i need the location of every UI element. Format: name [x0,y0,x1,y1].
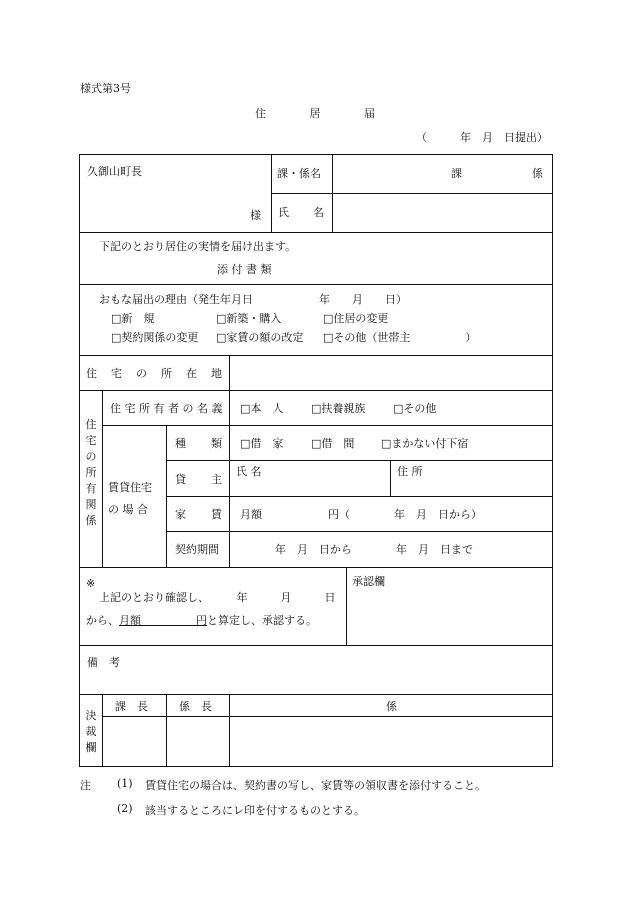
type-option[interactable]: □まかない付下宿 [381,437,469,450]
reason-option[interactable]: □住居の変更 [323,312,389,325]
lessor-label [175,474,222,485]
title-char: 居 [309,107,321,120]
lessor-name-label: 氏 名 [236,465,262,478]
grid-line [390,460,391,496]
reason-option[interactable]: □新築・購入 [216,312,282,325]
type-label [175,438,222,449]
label-char: 宅 [111,367,122,380]
owner-name-label: 住 宅 所 有 者 の 名 義 [110,402,223,415]
reason-intro: おもな届出の理由（発生年月日 年 月 日） [99,293,407,306]
grid-line [79,390,553,391]
note-number: (2) [117,802,133,815]
grid-line [166,694,167,766]
section-ka-label: 課 [451,167,462,180]
table-border [79,154,553,155]
name-field[interactable] [336,200,548,222]
grid-line [346,567,347,645]
label-char: 貸 [175,473,186,486]
notes-prefix: 注 [80,779,91,792]
grid-line [79,232,553,233]
grid-line [79,355,553,356]
grid-line [102,716,553,717]
type-option[interactable]: □借 間 [311,437,355,450]
owner-option[interactable]: □本 人 [240,402,284,415]
label-char: 類 [211,437,222,450]
grid-line [79,694,553,695]
lessor-address-label: 住 所 [397,465,423,478]
confirmation-line2 [86,615,317,626]
title-char: 届 [364,107,375,120]
label-char: 所 [161,367,172,380]
addressee-honorific: 様 [250,209,261,222]
name-label [278,207,324,218]
ownership-vertical-label: 住宅の所有関係 [85,418,97,527]
grid-line [166,531,553,532]
subchief-column-header: 係 長 [179,700,212,713]
grid-line [102,425,553,426]
form-number: 様式第3号 [80,82,131,95]
note-number: (1) [117,777,133,790]
label-char: 家 [175,508,186,521]
grid-line [229,694,230,766]
note-text: 該当するところにレ印を付するものとする。 [145,804,365,817]
label-char: 種 [175,437,186,450]
declaration-text: 下記のとおり居住の実情を届け出ます。 [99,240,297,253]
owner-option[interactable]: □その他 [393,402,437,415]
monthly-amount: 月額 円 [119,614,207,627]
type-option[interactable]: □借 家 [240,437,284,450]
decision-vertical-label: 決裁欄 [85,709,97,754]
label-char: 地 [211,367,222,380]
label-char: 名 [313,206,324,219]
grid-line [79,284,553,285]
chief-column-header: 課 長 [115,700,148,713]
grid-line [79,567,553,568]
label-char: 主 [211,473,222,486]
confirmation-line1: 上記のとおり確認し、 年 月 日 [99,591,336,604]
reason-option[interactable]: □新 規 [111,312,155,325]
rental-label-line2: の 場 合 [108,503,148,516]
table-border [79,766,553,767]
address-field[interactable] [234,360,548,386]
reason-option[interactable]: □契約関係の変更 [111,331,199,344]
section-kakari-label: 係 [532,167,543,180]
grid-line [166,496,553,497]
reason-option[interactable]: □その他（世帯主 ） [323,331,477,344]
label-char: 氏 [278,206,289,219]
label-char: の [136,367,147,380]
grid-line [102,390,103,567]
reason-option[interactable]: □家賃の額の改定 [216,331,304,344]
rental-label-line1: 賃貸住宅 [108,481,152,494]
rent-label [175,509,222,520]
rent-text: 月額 円（ 年 月 日から） [240,508,482,521]
contract-period-label: 契約期間 [175,543,219,556]
note-text: 賃貸住宅の場合は、契約書の写し、家賃等の領収書を添付すること。 [145,779,486,792]
submission-date: （ 年 月 日提出） [416,131,548,144]
contract-period-text: 年 月 日から 年 月 日まで [275,543,473,556]
staff-column-header: 係 [386,700,397,713]
attachments-label: 添 付 書 類 [217,263,272,276]
grid-line [79,645,553,646]
confirmation-mark: ※ [86,577,96,590]
grid-line [271,193,553,194]
label-char: 在 [186,367,197,380]
label-char: 賃 [211,508,222,521]
confirmation-prefix: から、 [86,614,119,627]
label-char: 住 [86,367,97,380]
address-label [86,368,222,379]
title-char: 住 [255,107,266,120]
grid-line [229,355,230,567]
section-name-label: 課・係名 [277,167,321,180]
remarks-label: 備 考 [87,656,120,669]
grid-line [166,460,553,461]
confirmation-suffix: と算定し、承認する。 [207,614,317,627]
remarks-field[interactable] [87,672,547,690]
grid-line [102,694,103,766]
addressee-name: 久御山町長 [87,165,142,178]
owner-option[interactable]: □扶養親族 [311,402,366,415]
approval-label: 承認欄 [352,575,385,588]
table-border [79,154,80,767]
form-title [0,108,630,119]
